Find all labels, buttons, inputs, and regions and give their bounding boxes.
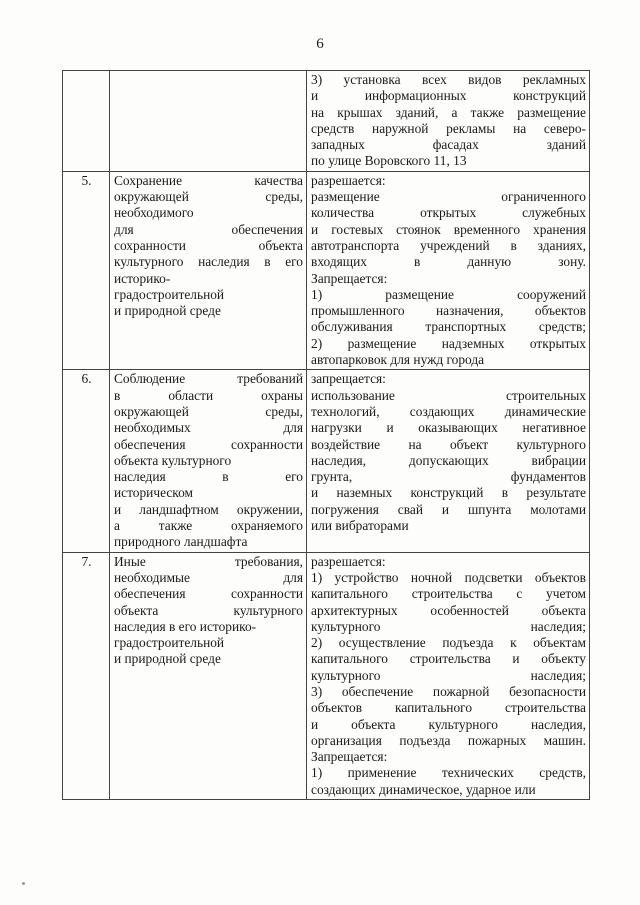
regime-line: разрешается: (311, 553, 386, 569)
requirement-cell (110, 71, 307, 172)
row-number: 6. (63, 370, 110, 552)
requirement-line: необходимого (114, 205, 194, 221)
regime-line: 1) размещение сооружений (311, 286, 586, 302)
requirement-line: культурного наследия в его (114, 254, 303, 270)
table-row (63, 171, 590, 370)
requirement-cell (110, 552, 307, 799)
requirement-line: окружающей среды, (114, 189, 303, 205)
regime-line: западных фасадах зданий (311, 137, 586, 153)
regime-line: 3) обеспечение пожарной безопасности (311, 683, 586, 699)
regime-line: 2) осуществление подъезда к объектам (311, 635, 586, 651)
regime-line: капитального строительства с учетом (311, 586, 586, 602)
regime-line: и объекта культурного наследия, (311, 716, 586, 732)
regime-line: капитального строительства и объекту (311, 651, 586, 667)
regime-line: и гостевых стоянок временного хранения (311, 221, 586, 237)
requirement-line: Соблюдение требований (114, 371, 303, 387)
table-row (63, 552, 590, 799)
regime-cell (307, 71, 590, 172)
regime-line: количества открытых служебных (311, 205, 586, 221)
regime-cell (307, 552, 590, 799)
requirement-line: для обеспечения (114, 221, 303, 237)
requirement-line: и ландшафтном окружении, (114, 501, 303, 517)
regime-line: или вибраторами (311, 518, 409, 534)
requirement-line: Сохранение качества (114, 172, 303, 188)
row-number (63, 71, 110, 172)
regime-line: организация подъезда пожарных машин. (311, 732, 586, 748)
requirement-line: градостроительной (114, 635, 225, 651)
table-body (63, 71, 590, 800)
requirement-line: и природной среде (114, 651, 221, 667)
regime-line: 1) устройство ночной подсветки объектов (311, 569, 586, 585)
requirement-line: обеспечения сохранности (114, 586, 303, 602)
regime-line: наследия, допускающих вибрации (311, 452, 586, 468)
requirement-line: наследия в его (114, 469, 303, 485)
requirement-line: необходимых для (114, 420, 303, 436)
regime-line: средств наружной рекламы на северо- (311, 120, 586, 136)
regime-line: 3) установка всех видов рекламных (311, 72, 586, 87)
regime-line: и информационных конструкций (311, 88, 586, 104)
regulations-table (62, 70, 590, 800)
regime-line: и наземных конструкций в результате (311, 485, 586, 501)
requirement-line: Иные требования, (114, 553, 303, 569)
regime-line: объектов капитального строительства (311, 700, 586, 716)
regime-line: использование строительных (311, 387, 586, 403)
requirement-cell (110, 370, 307, 552)
regime-line: погружения свай и шпунта молотами (311, 501, 586, 517)
regime-line: архитектурных особенностей объекта (311, 602, 586, 618)
regime-line: воздействие на объект культурного (311, 436, 586, 452)
requirement-line: историческом (114, 485, 194, 501)
regime-cell (307, 370, 590, 552)
regime-line: на крышах зданий, а также размещение (311, 104, 586, 120)
requirement-line: наследия в его историко- (114, 618, 257, 634)
regime-line: промышленного назначения, объектов (311, 303, 586, 319)
regime-line: культурного наследия; (311, 618, 586, 634)
regime-line: грунта, фундаментов (311, 469, 586, 485)
row-number: 7. (63, 552, 110, 799)
regime-line: входящих в данную зону. (311, 254, 586, 270)
regime-line: 1) применение технических средств, (311, 765, 586, 781)
regime-cell (307, 171, 590, 370)
requirement-line: и природной среде (114, 303, 221, 319)
regime-line: технологий, создающих динамические (311, 403, 586, 419)
regime-line: Запрещается: (311, 270, 388, 286)
requirement-line: объекта культурного (114, 602, 303, 618)
regime-line: создающих динамическое, ударное или (311, 781, 536, 797)
regime-line: обслуживания транспортных средств; (311, 319, 586, 335)
requirement-line: в области охраны (114, 387, 303, 403)
regime-line: 2) размещение надземных открытых (311, 335, 586, 351)
requirement-line: сохранности объекта (114, 237, 303, 253)
requirement-line: объекта культурного (114, 452, 232, 468)
table-row (63, 370, 590, 552)
requirement-cell (110, 171, 307, 370)
regime-line: Запрещается: (311, 749, 388, 765)
regime-line: разрешается: (311, 172, 386, 188)
regime-line: по улице Воровского 11, 13 (311, 153, 467, 169)
regime-line: автопарковок для нужд города (311, 352, 485, 368)
row-number: 5. (63, 171, 110, 370)
requirement-line: природного ландшафта (114, 534, 248, 550)
requirement-line: градостроительной (114, 286, 225, 302)
scan-dot (22, 882, 25, 885)
table-row (63, 71, 590, 172)
regime-line: нагрузки и оказывающих негативное (311, 420, 586, 436)
requirement-line: необходимые для (114, 569, 303, 585)
requirement-line: обеспечения сохранности (114, 436, 303, 452)
regime-line: автотранспорта учреждений в зданиях, (311, 237, 586, 253)
page-number: 6 (316, 36, 324, 52)
regime-line: культурного наследия; (311, 667, 586, 683)
regime-line: запрещается: (311, 371, 386, 387)
requirement-line: а также охраняемого (114, 518, 303, 534)
regime-line: размещение ограниченного (311, 189, 586, 205)
requirement-line: историко- (114, 270, 171, 286)
requirement-line: окружающей среды, (114, 403, 303, 419)
